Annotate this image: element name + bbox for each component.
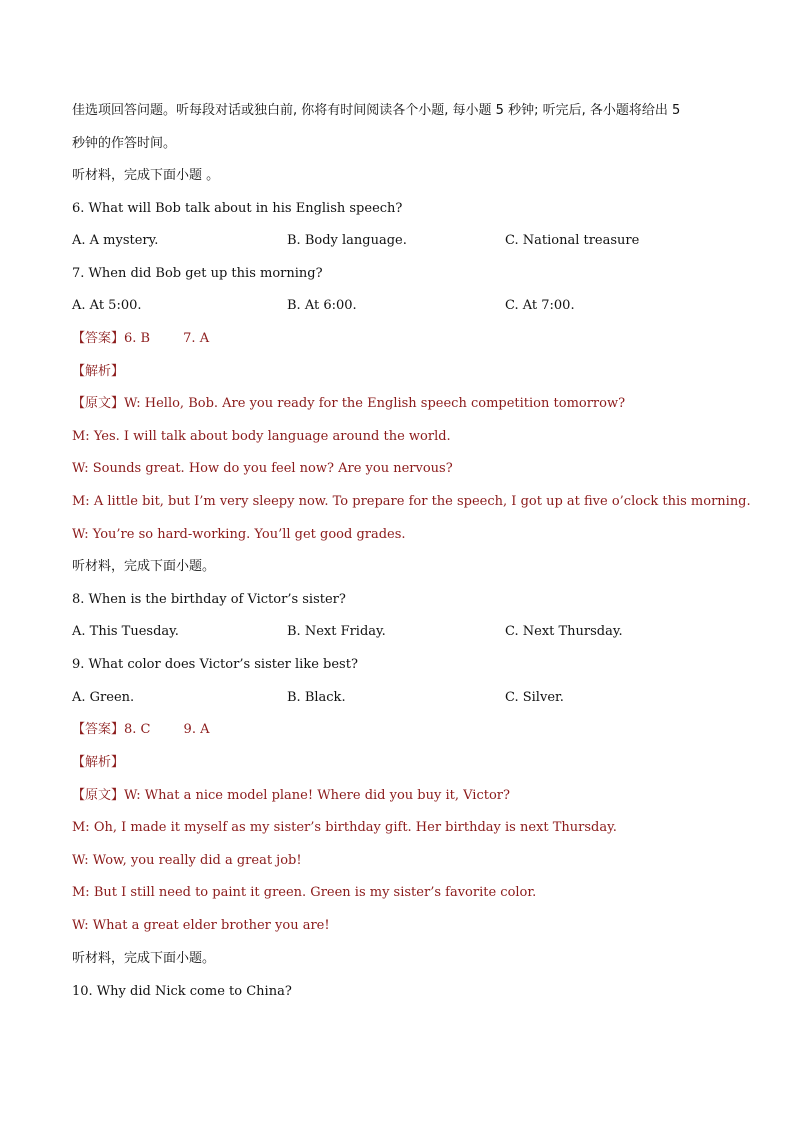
- transcript-label: 【原文】: [72, 396, 125, 411]
- transcript-1-line-2: M: Yes. I will talk about body language around the world.: [72, 429, 451, 444]
- answer-line-1: [72, 330, 209, 348]
- transcript-text: W: Hello, Bob. Are you ready for the English speech competition tomorrow?: [124, 396, 626, 411]
- question-10: 10. Why did Nick come to China?: [72, 984, 292, 999]
- group-2-instruction: 听材料，完成下面小题。: [72, 559, 216, 574]
- question-7-option-a: A. At 5:00.: [72, 298, 142, 313]
- question-8: 8. When is the birthday of Victor’s sister?: [72, 592, 346, 607]
- answer-label: 【答案】: [72, 722, 125, 737]
- question-9-option-a: A. Green.: [72, 690, 135, 705]
- question-7: 7. When did Bob get up this morning?: [72, 266, 323, 281]
- transcript-2-line-4: M: But I still need to paint it green. Green is my sister’s favorite color.: [72, 885, 537, 900]
- answer-label: 【答案】: [72, 331, 125, 346]
- answer-value: 6. B 7. A: [124, 331, 210, 346]
- analysis-label: 【解析】: [72, 364, 125, 379]
- question-6-option-c: C. National treasure: [505, 233, 640, 248]
- question-7-option-b: B. At 6:00.: [287, 298, 357, 313]
- intro-line-1: 佳选项回答问题。听每段对话或独白前, 你将有时间阅读各个小题, 每小题 5 秒钟; 听完后, 各小题将给出 5: [72, 103, 681, 118]
- answer-value: 8. C 9. A: [124, 722, 210, 737]
- question-9-option-b: B. Black.: [287, 690, 346, 705]
- question-6: 6. What will Bob talk about in his English speech?: [72, 201, 403, 216]
- question-8-option-c: C. Next Thursday.: [505, 624, 623, 639]
- transcript-1-line-1: [72, 395, 625, 413]
- question-9-option-c: C. Silver.: [505, 690, 564, 705]
- transcript-2-line-3: W: Wow, you really did a great job!: [72, 853, 302, 868]
- answer-line-2: [72, 721, 209, 739]
- question-6-option-a: A. A mystery.: [72, 233, 159, 248]
- group-3-instruction: 听材料，完成下面小题。: [72, 951, 216, 966]
- transcript-2-line-5: W: What a great elder brother you are!: [72, 918, 330, 933]
- transcript-label: 【原文】: [72, 788, 125, 803]
- transcript-text: W: What a nice model plane! Where did you buy it, Victor?: [124, 788, 510, 803]
- question-9: 9. What color does Victor’s sister like best?: [72, 657, 358, 672]
- question-6-option-b: B. Body language.: [287, 233, 407, 248]
- question-8-option-a: A. This Tuesday.: [72, 624, 179, 639]
- transcript-1-line-4: M: A little bit, but I’m very sleepy now. To prepare for the speech, I got up at five o’clock this morning.: [72, 494, 751, 509]
- intro-line-2: 秒钟的作答时间。: [72, 136, 177, 151]
- transcript-1-line-5: W: You’re so hard-working. You’ll get good grades.: [72, 527, 406, 542]
- analysis-label: 【解析】: [72, 755, 125, 770]
- group-1-instruction: 听材料，完成下面小题 。: [72, 168, 220, 183]
- question-8-option-b: B. Next Friday.: [287, 624, 386, 639]
- transcript-2-line-1: [72, 787, 510, 805]
- question-7-option-c: C. At 7:00.: [505, 298, 575, 313]
- transcript-1-line-3: W: Sounds great. How do you feel now? Are you nervous?: [72, 461, 453, 476]
- transcript-2-line-2: M: Oh, I made it myself as my sister’s birthday gift. Her birthday is next Thursday.: [72, 820, 617, 835]
